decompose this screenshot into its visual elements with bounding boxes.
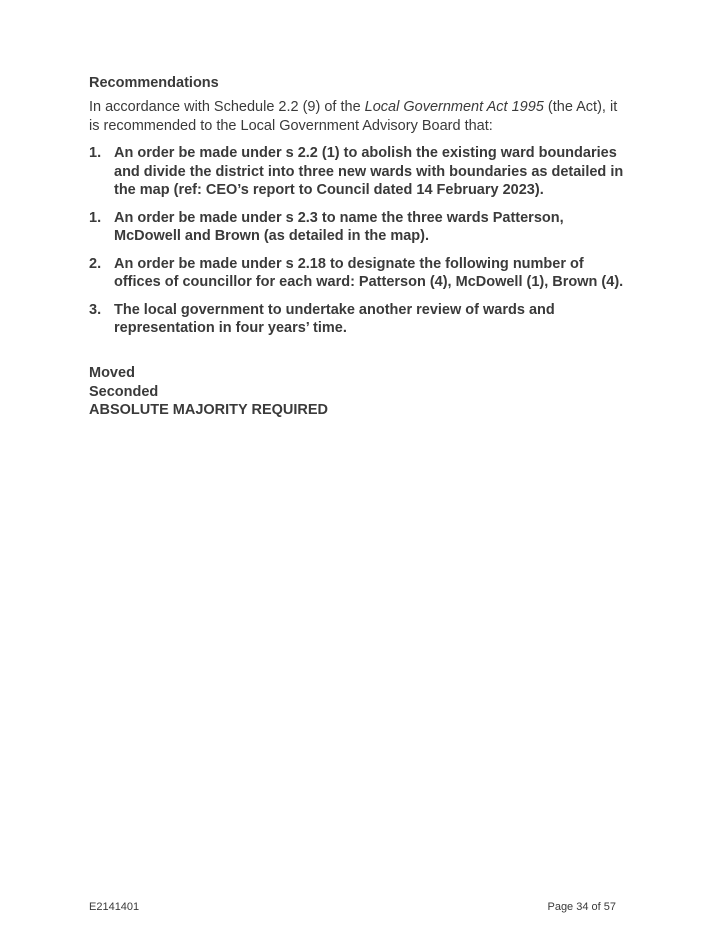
intro-text-before: In accordance with Schedule 2.2 (9) of the: [89, 99, 365, 115]
section-heading: Recommendations: [89, 75, 219, 91]
act-title: Local Government Act 1995: [364, 99, 544, 115]
list-item: [89, 144, 629, 200]
list-number: 1.: [89, 145, 102, 161]
list-text: An order be made under s 2.2 (1) to abolish the existing ward boundaries and divide the district into three new wards with boundaries as detailed in the map (ref: CEO’s report to Council dated 14 February 2023).: [114, 145, 624, 198]
list-item: [89, 255, 629, 292]
footer-page-number: Page 34 of 57: [547, 901, 616, 913]
moved-label: Moved: [89, 365, 135, 381]
seconded-label: Seconded: [89, 383, 159, 400]
list-text: An order be made under s 2.3 to name the three wards Patterson, McDowell and Brown (as detailed in the map).: [114, 209, 564, 244]
majority-label: ABSOLUTE MAJORITY REQUIRED: [89, 402, 329, 418]
intro-text-after: (the Act), it is recommended to the Local Government Advisory Board that:: [89, 99, 618, 134]
list-number: 2.: [89, 255, 102, 272]
list-item: [89, 209, 629, 246]
footer-doc-id: E2141401: [89, 901, 140, 913]
list-item: [89, 301, 629, 338]
list-text: An order be made under s 2.18 to designate the following number of offices of councillor for each ward: Patterson (4), McDowell (1), Brown (4).: [114, 255, 624, 290]
recommendation-list: [89, 144, 629, 347]
motion-block: [89, 364, 328, 420]
list-text: The local government to undertake another review of wards and representation in four years’ time.: [114, 301, 555, 336]
intro-paragraph: [89, 98, 629, 136]
list-number: 3.: [89, 301, 102, 318]
list-number: 1.: [89, 209, 102, 226]
